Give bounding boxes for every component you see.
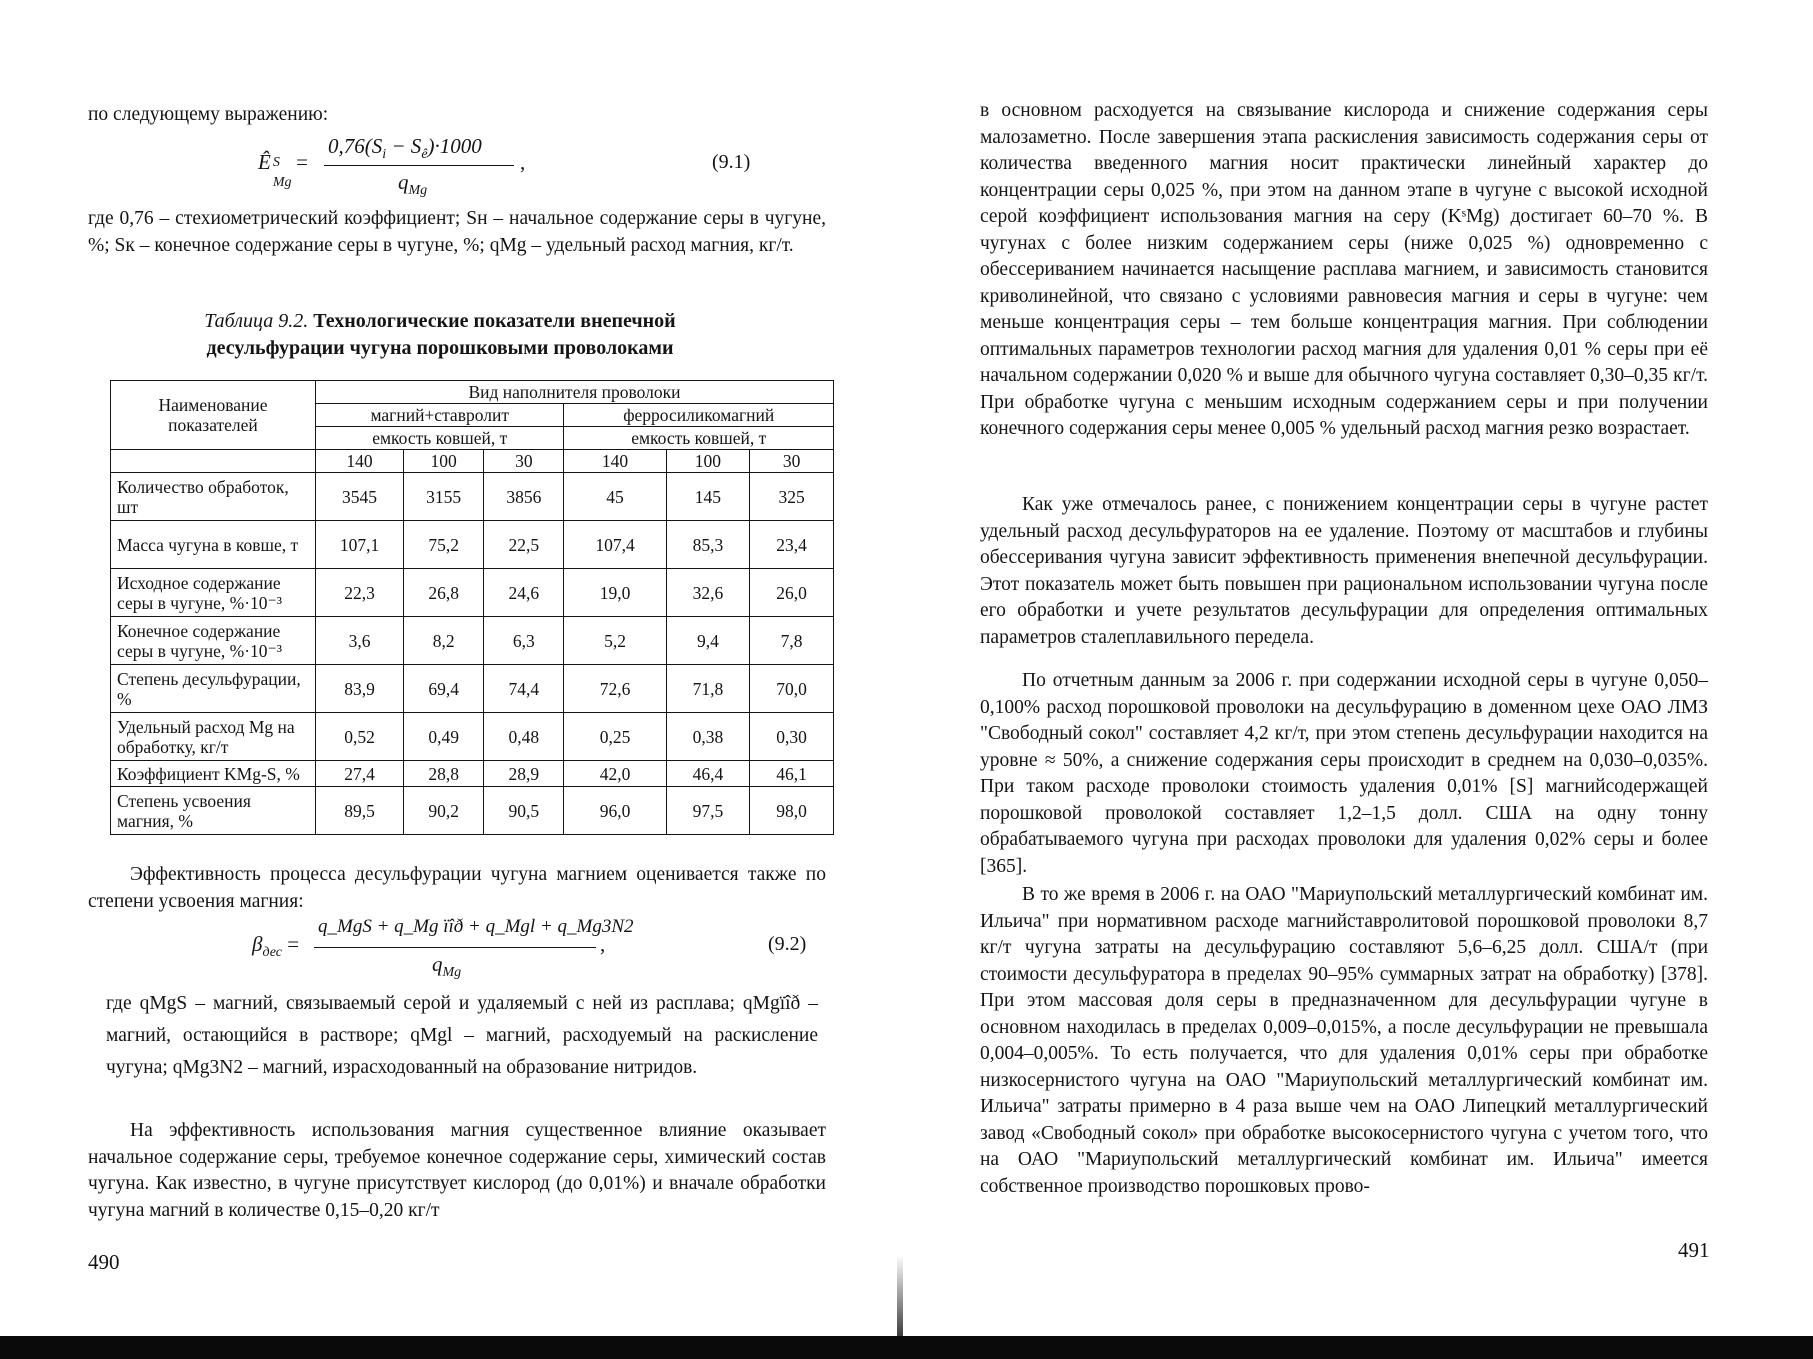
table-cell: 9,4 [666, 617, 750, 665]
right-para-report-2006: По отчетным данным за 2006 г. при содержании исходной серы в чугуне 0,050–0,100% расход порошковой проволоки на десульфурацию в доменном цехе ОАО ЛМЗ "Свободный сокол" составляет 4,2 кг/т, при этом степень десульфурации находится на уровне ≈ 50%, а снижение содержания серы происходит в среднем на 0,030–0,035%. При таком расходе проволоки стоимость удаления 0,01% [S] магнийсодержащей порошковой проволокой составляет 1,2–1,5 долл. США на одну тонну обрабатываемого чугуна при расходах проволоки для удаления 0,02% серы и более [365]. [980, 670, 1708, 877]
table-cell: 5,2 [564, 617, 666, 665]
table-cell: 42,0 [564, 761, 666, 787]
table-header-group-1: магний+ставролит [316, 404, 564, 427]
table-cell: 90,2 [404, 787, 484, 835]
table-cell: 3155 [404, 473, 484, 521]
table-cell: 0,49 [404, 713, 484, 761]
table-cell: 89,5 [316, 787, 404, 835]
table-header-capacity-2: емкость ковшей, т [564, 427, 834, 450]
table-cap-cell: 30 [484, 450, 564, 473]
table-cell: 7,8 [750, 617, 834, 665]
table-row [111, 521, 834, 569]
table-row [111, 665, 834, 713]
formula-9-1-denominator: $q_{Mg}$ [398, 170, 428, 199]
left-page [0, 0, 900, 1359]
table-cell: 27,4 [316, 761, 404, 787]
table-cell: 26,8 [404, 569, 484, 617]
table-header-filler: Вид наполнителя проволоки [316, 381, 834, 404]
table-cell: 6,3 [484, 617, 564, 665]
table-cell: 325 [750, 473, 834, 521]
table-row-name: Удельный расход Mg на обработку, кг/т [111, 713, 316, 761]
table-cell: 3856 [484, 473, 564, 521]
table-caption [120, 308, 760, 362]
table-cell: 74,4 [484, 665, 564, 713]
table-row-name: Коэффициент KMg-S, % [111, 761, 316, 787]
table-cell: 0,48 [484, 713, 564, 761]
table-cell: 22,5 [484, 521, 564, 569]
table-header-group-2: ферросиликомагний [564, 404, 834, 427]
table-cap-cell: 100 [666, 450, 750, 473]
table-cell: 145 [666, 473, 750, 521]
formula-9-1-fraction-bar [324, 165, 514, 166]
left-para-efficiency: Эффективность процесса десульфурации чугуна магнием оценивается также по степени усвоения магния: [88, 864, 826, 912]
table-cap-cell: 140 [564, 450, 666, 473]
formula-9-1-number: (9.1) [712, 151, 751, 173]
table-cap-cell: 100 [404, 450, 484, 473]
table-cell: 0,52 [316, 713, 404, 761]
formula-9-2 [252, 914, 634, 984]
table-cell: 19,0 [564, 569, 666, 617]
formula-9-1-lhs: Ê S Mg = [258, 150, 308, 190]
formula-9-1 [258, 132, 558, 202]
table-cell: 3545 [316, 473, 404, 521]
table-caption-title-2: десульфурации чугуна порошковыми проволоками [206, 337, 674, 359]
right-para-desulfurizers: Как уже отмечалось ранее, с понижением концентрации серы в чугуне растет удельный расход десульфураторов на ее удаление. Поэтому от масштабов и глубины обессеривания чугуна зависит эффективность применения внепечной десульфурации. Этот показатель может быть повышен при рациональном использовании чугуна после его обработки и учете результатов десульфурации для определения оптимальных параметров сталеплавильного передела. [980, 494, 1708, 648]
left-where-1: где 0,76 – стехиометрический коэффициент; Sн – начальное содержание серы в чугуне, %; Sк – конечное содержание серы в чугуне, %; qMg – удельный расход магния, кг/т. [88, 208, 826, 256]
table-row-name: Масса чугуна в ковше, т [111, 521, 316, 569]
table-row [111, 761, 834, 787]
table-cell: 22,3 [316, 569, 404, 617]
table-cell: 46,4 [666, 761, 750, 787]
table-row-name: Исходное содержание серы в чугуне, %·10⁻³ [111, 569, 316, 617]
table-cell: 8,2 [404, 617, 484, 665]
table-row [111, 617, 834, 665]
table-cell: 26,0 [750, 569, 834, 617]
left-where-2: где qMgS – магний, связываемый серой и удаляемый с ней из расплава; qMgïîð – магний, остающийся в растворе; qMgl – магний, расходуемый на раскисление чугуна; qMg3N2 – магний, израсходованный на образование нитридов. [106, 993, 818, 1078]
formula-9-2-fraction-bar [314, 947, 596, 948]
table-row [111, 787, 834, 835]
table-caption-number: Таблица 9.2. [204, 310, 309, 332]
formula-9-2-comma: , [600, 932, 606, 956]
table-cell: 85,3 [666, 521, 750, 569]
table-cell: 70,0 [750, 665, 834, 713]
left-para-sulfur: На эффективность использования магния существенное влияние оказывает начальное содержание серы, требуемое конечное содержание серы, химический состав чугуна. Как известно, в чугуне присутствует кислород (до 0,01%) и вначале обработки чугуна магний в количестве 0,15–0,20 кг/т [88, 1120, 826, 1221]
table-cell: 32,6 [666, 569, 750, 617]
formula-9-1-comma: , [520, 150, 526, 174]
formula-9-2-numerator: q_MgS + q_Mg ïîð + q_Mgl + q_Mg3N2 [318, 916, 634, 937]
table-row [111, 713, 834, 761]
table-header-capacity-1: емкость ковшей, т [316, 427, 564, 450]
table-header-name: Наименование показателей [111, 381, 316, 450]
right-page [900, 0, 1813, 1359]
left-intro-text: по следующему выражению: [88, 104, 329, 125]
table-cell: 97,5 [666, 787, 750, 835]
formula-9-1-numerator: $0,76(S_i - S_ê)\cdot 1000$ [328, 134, 482, 163]
table-cell: 0,30 [750, 713, 834, 761]
formula-9-2-denominator: $q_{Mg}$ [432, 952, 462, 981]
table-cell: 28,8 [404, 761, 484, 787]
table-row [111, 473, 834, 521]
table-row-name: Конечное содержание серы в чугуне, %·10⁻³ [111, 617, 316, 665]
left-page-number: 490 [88, 1250, 120, 1274]
table-cell: 0,38 [666, 713, 750, 761]
table-cell: 83,9 [316, 665, 404, 713]
table-cell: 3,6 [316, 617, 404, 665]
right-page-number: 491 [1678, 1238, 1710, 1262]
book-spine-shadow [897, 1255, 903, 1337]
table-cell: 90,5 [484, 787, 564, 835]
table-cell: 98,0 [750, 787, 834, 835]
table-header-empty [111, 450, 316, 473]
table-cell: 96,0 [564, 787, 666, 835]
table-cap-cell: 30 [750, 450, 834, 473]
data-table [110, 380, 834, 835]
table-cell: 23,4 [750, 521, 834, 569]
table-cell: 0,25 [564, 713, 666, 761]
table-cell: 107,4 [564, 521, 666, 569]
table-row-name: Степень десульфурации, % [111, 665, 316, 713]
table-cell: 46,1 [750, 761, 834, 787]
table-cap-cell: 140 [316, 450, 404, 473]
formula-9-2-lhs: $\beta_{дес}$ = [252, 932, 300, 961]
table-cell: 72,6 [564, 665, 666, 713]
scan-bottom-edge [0, 1336, 1813, 1359]
table-cell: 69,4 [404, 665, 484, 713]
formula-9-2-number: (9.2) [768, 933, 807, 955]
table-cell: 71,8 [666, 665, 750, 713]
table-cell: 107,1 [316, 521, 404, 569]
right-para-mariupol: В то же время в 2006 г. на ОАО "Мариупольский металлургический комбинат им. Ильича" при нормативном расходе магнийставролитовой порошковой проволоки 8,7 кг/т чугуна затраты на десульфурацию составляют 5,6–6,25 долл. США/т (при стоимости десульфуратора в пределах 90–95% суммарных затрат на обработку) [378]. При этом массовая доля серы в предназначенном для десульфурации чугуне в основном находилась в пределах 0,009–0,015%, а после десульфурации не превышала 0,004–0,005%. То есть получается, что для удаления 0,01% серы при обработке низкосернистого чугуна на ОАО "Мариупольский металлургический комбинат им. Ильича" затраты примерно в 4 раза выше чем на ОАО Липецкий металлургический завод «Свободный сокол» при обработке высокосернистого чугуна с учетом того, что на ОАО "Мариупольский металлургический комбинат им. Ильича" имеется собственное производство порошковых прово- [980, 884, 1708, 1197]
table-cell: 24,6 [484, 569, 564, 617]
table-cell: 75,2 [404, 521, 484, 569]
table-cell: 45 [564, 473, 666, 521]
table-row-name: Степень усвоения магния, % [111, 787, 316, 835]
right-para-continuation: в основном расходуется на связывание кислорода и снижение содержания серы малозаметно. После завершения этапа раскисления зависимость содержания серы от количества введенного магния носит практически линейный характер до концентрации серы 0,025 %, при этом на данном этапе в чугуне с высокой исходной серой коэффициент использования магния на серу (KˢMg) достигает 60–70 %. В чугунах с более низким содержанием серы (ниже 0,025 %) одновременно с обессериванием начинается насыщение расплава магнием, и зависимость становится криволинейной, что связано с условиями равновесия магния и серы в чугуне: чем меньше концентрация серы – тем больше концентрация магния. При соблюдении оптимальных параметров технологии расход магния для удаления 0,01 % серы при её начальном содержании 0,020 % и выше для обычного чугуна составляет 0,30–0,35 кг/т. При обработке чугуна с меньшим исходным содержанием серы и при получении конечного содержания серы менее 0,005 % удельный расход магния резко возрастает. [980, 100, 1708, 439]
table-cell: 28,9 [484, 761, 564, 787]
table-row [111, 569, 834, 617]
table-row-name: Количество обработок, шт [111, 473, 316, 521]
table-caption-title-1: Технологические показатели внепечной [313, 310, 676, 332]
